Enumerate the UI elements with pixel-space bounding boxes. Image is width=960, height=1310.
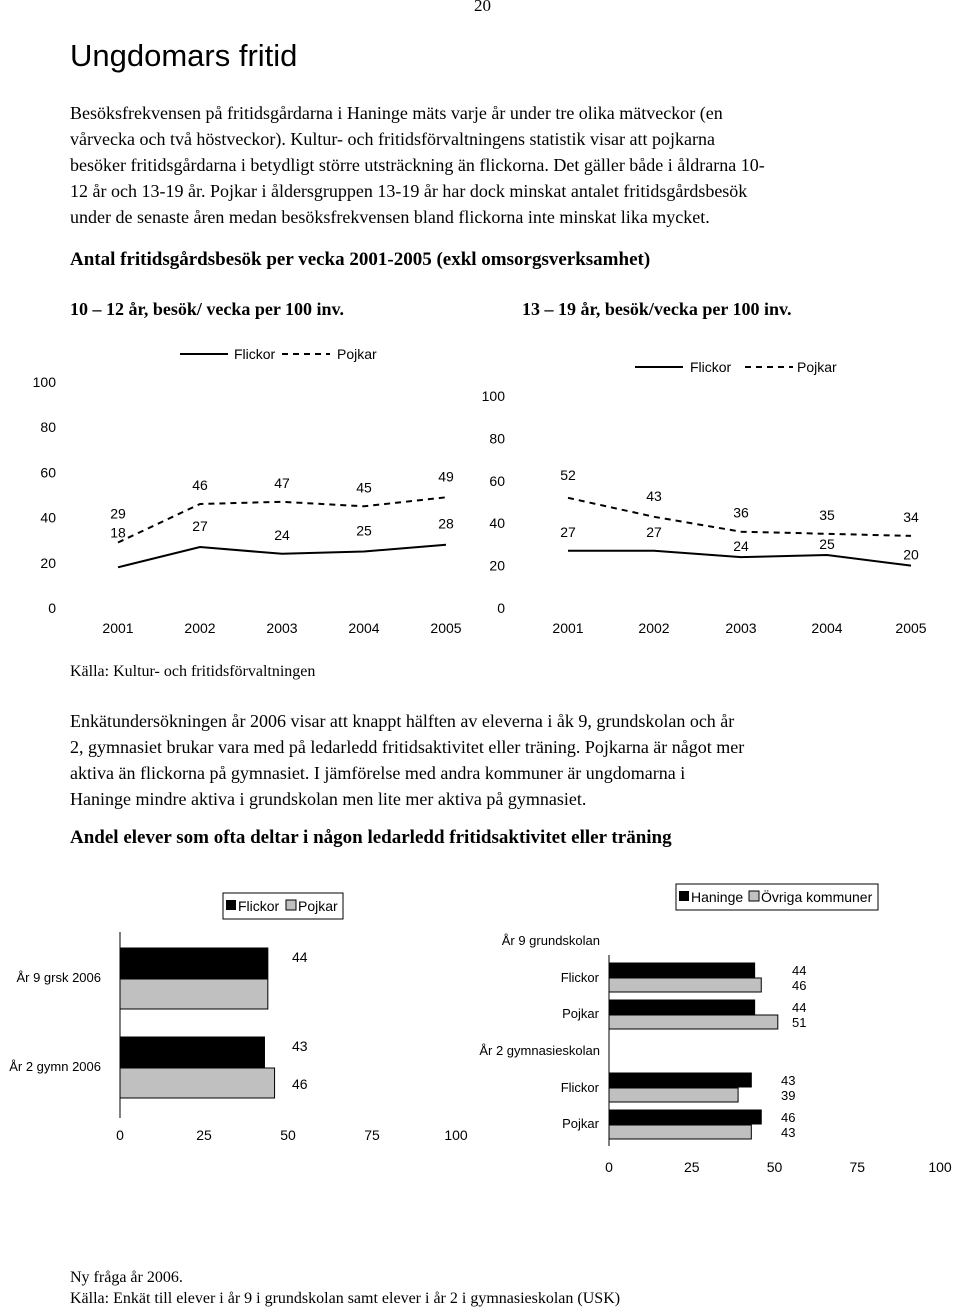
- bar-chart-gender: [9, 893, 468, 1143]
- line-chart-13-19: [482, 359, 927, 636]
- survey-paragraph: [70, 708, 744, 812]
- category-label: År 9 grsk 2006: [16, 970, 101, 985]
- survey-line: Enkätundersökningen år 2006 visar att knappt hälften av eleverna i åk 9, grundskolan och år: [70, 711, 735, 731]
- y-tick-label: 40: [40, 509, 56, 526]
- x-tick-label: 75: [849, 1159, 866, 1175]
- category-label: Flickor: [560, 970, 599, 985]
- pojkar-data-label: 35: [819, 506, 835, 523]
- legend-swatch-ovriga: [749, 891, 759, 901]
- bar-pojkar: [120, 1068, 275, 1098]
- intro-line: Besöksfrekvensen på fritidsgårdarna i Haninge mäts varje år under tre olika mätveckor (en: [70, 103, 723, 123]
- bar-flickor: [120, 948, 268, 978]
- page-title: Ungdomars fritid: [70, 38, 298, 73]
- x-tick-label: 2001: [552, 620, 584, 636]
- flickor-data-label: 27: [192, 517, 208, 534]
- pojkar-data-label: 43: [646, 487, 662, 504]
- category-label: Pojkar: [562, 1116, 599, 1131]
- x-tick-label: 100: [928, 1159, 952, 1175]
- x-tick-label: 2003: [266, 620, 298, 636]
- legend-label-pojkar: Pojkar: [797, 359, 837, 375]
- bar-value-label: 51: [792, 1015, 807, 1030]
- x-tick-label: 50: [766, 1159, 783, 1175]
- x-tick-label: 0: [605, 1159, 613, 1175]
- category-label: Pojkar: [562, 1006, 599, 1021]
- flickor-data-label: 28: [438, 515, 454, 532]
- legend-swatch-pojkar: [286, 900, 296, 910]
- legend-swatch-haninge: [679, 891, 689, 901]
- survey-line: 2, gymnasiet brukar vara med på ledarledd fritidsaktivitet eller träning. Pojkarna är något mer: [70, 737, 745, 757]
- bar-value-label: 46: [292, 1076, 308, 1092]
- x-tick-label: 75: [364, 1127, 380, 1143]
- pojkar-data-label: 52: [560, 466, 576, 483]
- pojkar-data-label: 36: [733, 504, 749, 521]
- flickor-data-label: 27: [646, 523, 662, 540]
- chart-left-title: 10 – 12 år, besök/ vecka per 100 inv.: [70, 299, 345, 319]
- footnote-source: Källa: Enkät till elever i år 9 i grundskolan samt elever i år 2 i gymnasieskolan (USK): [70, 1290, 621, 1307]
- bar-chart-comparison: [479, 884, 952, 1175]
- bar-value-label: 43: [781, 1125, 796, 1140]
- y-tick-label: 80: [40, 419, 56, 436]
- pojkar-data-label: 29: [110, 505, 126, 522]
- y-tick-label: 80: [489, 430, 505, 447]
- x-tick-label: 25: [196, 1127, 212, 1143]
- y-tick-label: 60: [40, 464, 56, 481]
- bar-charts: [0, 880, 960, 1180]
- legend-label-haninge: Haninge: [691, 889, 744, 905]
- flickor-data-label: 24: [733, 538, 749, 555]
- chart-right-title: 13 – 19 år, besök/vecka per 100 inv.: [522, 299, 792, 319]
- bar-value-label: 46: [781, 1110, 796, 1125]
- bar-value-label: 39: [781, 1088, 796, 1103]
- x-tick-label: 0: [116, 1127, 124, 1143]
- y-tick-label: 0: [497, 600, 505, 616]
- line-chart-10-12: [33, 346, 462, 636]
- legend-label-ovriga: Övriga kommuner: [761, 889, 873, 905]
- intro-line: vårvecka och två höstveckor). Kultur- och fritidsförvaltningens statistik visar att pojkarna: [70, 129, 715, 149]
- bar-ovriga: [609, 1015, 778, 1029]
- y-tick-label: 100: [481, 388, 505, 404]
- category-label: År 2 gymn 2006: [9, 1059, 101, 1074]
- page-number: 20: [474, 0, 491, 15]
- pojkar-data-label: 46: [192, 477, 208, 494]
- pojkar-data-label: 45: [356, 479, 372, 496]
- legend-swatch-flickor: [226, 900, 236, 910]
- y-tick-label: 100: [32, 374, 56, 390]
- flickor-data-label: 18: [110, 524, 126, 541]
- intro-paragraph: [70, 100, 765, 230]
- footnote-new-question: Ny fråga år 2006.: [70, 1269, 183, 1286]
- bar-value-label: 44: [792, 963, 807, 978]
- y-tick-label: 0: [48, 600, 56, 616]
- y-tick-label: 20: [40, 554, 56, 571]
- y-tick-label: 20: [489, 557, 505, 574]
- bar-flickor: [120, 1037, 264, 1067]
- source-note-1: Källa: Kultur- och fritidsförvaltningen: [70, 663, 316, 680]
- bar-haninge: [609, 1110, 761, 1124]
- bar-value-label: 43: [292, 1038, 308, 1054]
- bar-value-label: 46: [792, 978, 807, 993]
- category-label: Flickor: [560, 1080, 599, 1095]
- x-tick-label: 25: [683, 1159, 700, 1175]
- y-tick-label: 60: [489, 472, 505, 489]
- intro-line: 12 år och 13-19 år. Pojkar i åldersgruppen 13-19 år har dock minskat antalet fritidsgårdsbesök: [70, 181, 748, 201]
- x-tick-label: 2004: [348, 620, 380, 636]
- y-tick-label: 40: [489, 515, 505, 532]
- flickor-data-label: 25: [819, 536, 835, 552]
- group-label: År 2 gymnasieskolan: [479, 1043, 600, 1058]
- x-tick-label: 100: [444, 1127, 468, 1143]
- bar-value-label: 43: [781, 1073, 796, 1088]
- flickor-line: [118, 545, 446, 568]
- x-tick-label: 2002: [638, 620, 670, 636]
- legend-label-flickor: Flickor: [690, 359, 732, 375]
- x-tick-label: 2004: [811, 620, 843, 636]
- flickor-data-label: 20: [903, 546, 919, 563]
- x-tick-label: 2005: [430, 620, 462, 636]
- line-charts: [0, 330, 960, 650]
- participation-heading: Andel elever som ofta deltar i någon ledarledd fritidsaktivitet eller träning: [70, 827, 672, 848]
- bar-haninge: [609, 1000, 755, 1014]
- pojkar-data-label: 34: [903, 508, 919, 525]
- pojkar-data-label: 49: [438, 468, 454, 485]
- survey-line: aktiva än flickorna på gymnasiet. I jämförelse med andra kommuner är ungdomarna i: [70, 763, 686, 783]
- visits-heading: Antal fritidsgårdsbesök per vecka 2001-2005 (exkl omsorgsverksamhet): [70, 249, 651, 270]
- legend-label-pojkar: Pojkar: [298, 898, 338, 914]
- bar-value-label: 44: [292, 949, 308, 965]
- intro-line: under de senaste åren medan besöksfrekvensen bland flickorna inte minskat lika mycket.: [70, 207, 710, 227]
- bar-value-label: 44: [792, 1000, 807, 1015]
- flickor-data-label: 24: [274, 526, 290, 543]
- x-tick-label: 50: [280, 1127, 296, 1143]
- intro-line: besöker fritidsgårdarna i betydligt större utsträckning än flickorna. Det gäller både i åldrarna 10-: [70, 155, 765, 175]
- legend-label-flickor: Flickor: [234, 346, 276, 362]
- x-tick-label: 2003: [725, 620, 757, 636]
- bar-ovriga: [609, 1125, 751, 1139]
- flickor-data-label: 27: [560, 523, 576, 540]
- x-tick-label: 2002: [184, 620, 216, 636]
- legend-label-pojkar: Pojkar: [337, 346, 377, 362]
- x-tick-label: 2005: [895, 620, 927, 636]
- bar-haninge: [609, 1073, 751, 1087]
- survey-line: Haninge mindre aktiva i grundskolan men lite mer aktiva på gymnasiet.: [70, 789, 587, 809]
- bar-pojkar: [120, 979, 268, 1009]
- group-label: År 9 grundskolan: [501, 933, 600, 948]
- legend-label-flickor: Flickor: [238, 898, 280, 914]
- pojkar-data-label: 47: [274, 474, 290, 491]
- bar-haninge: [609, 963, 755, 977]
- bar-ovriga: [609, 978, 761, 992]
- bar-ovriga: [609, 1088, 738, 1102]
- flickor-data-label: 25: [356, 522, 372, 539]
- x-tick-label: 2001: [102, 620, 134, 636]
